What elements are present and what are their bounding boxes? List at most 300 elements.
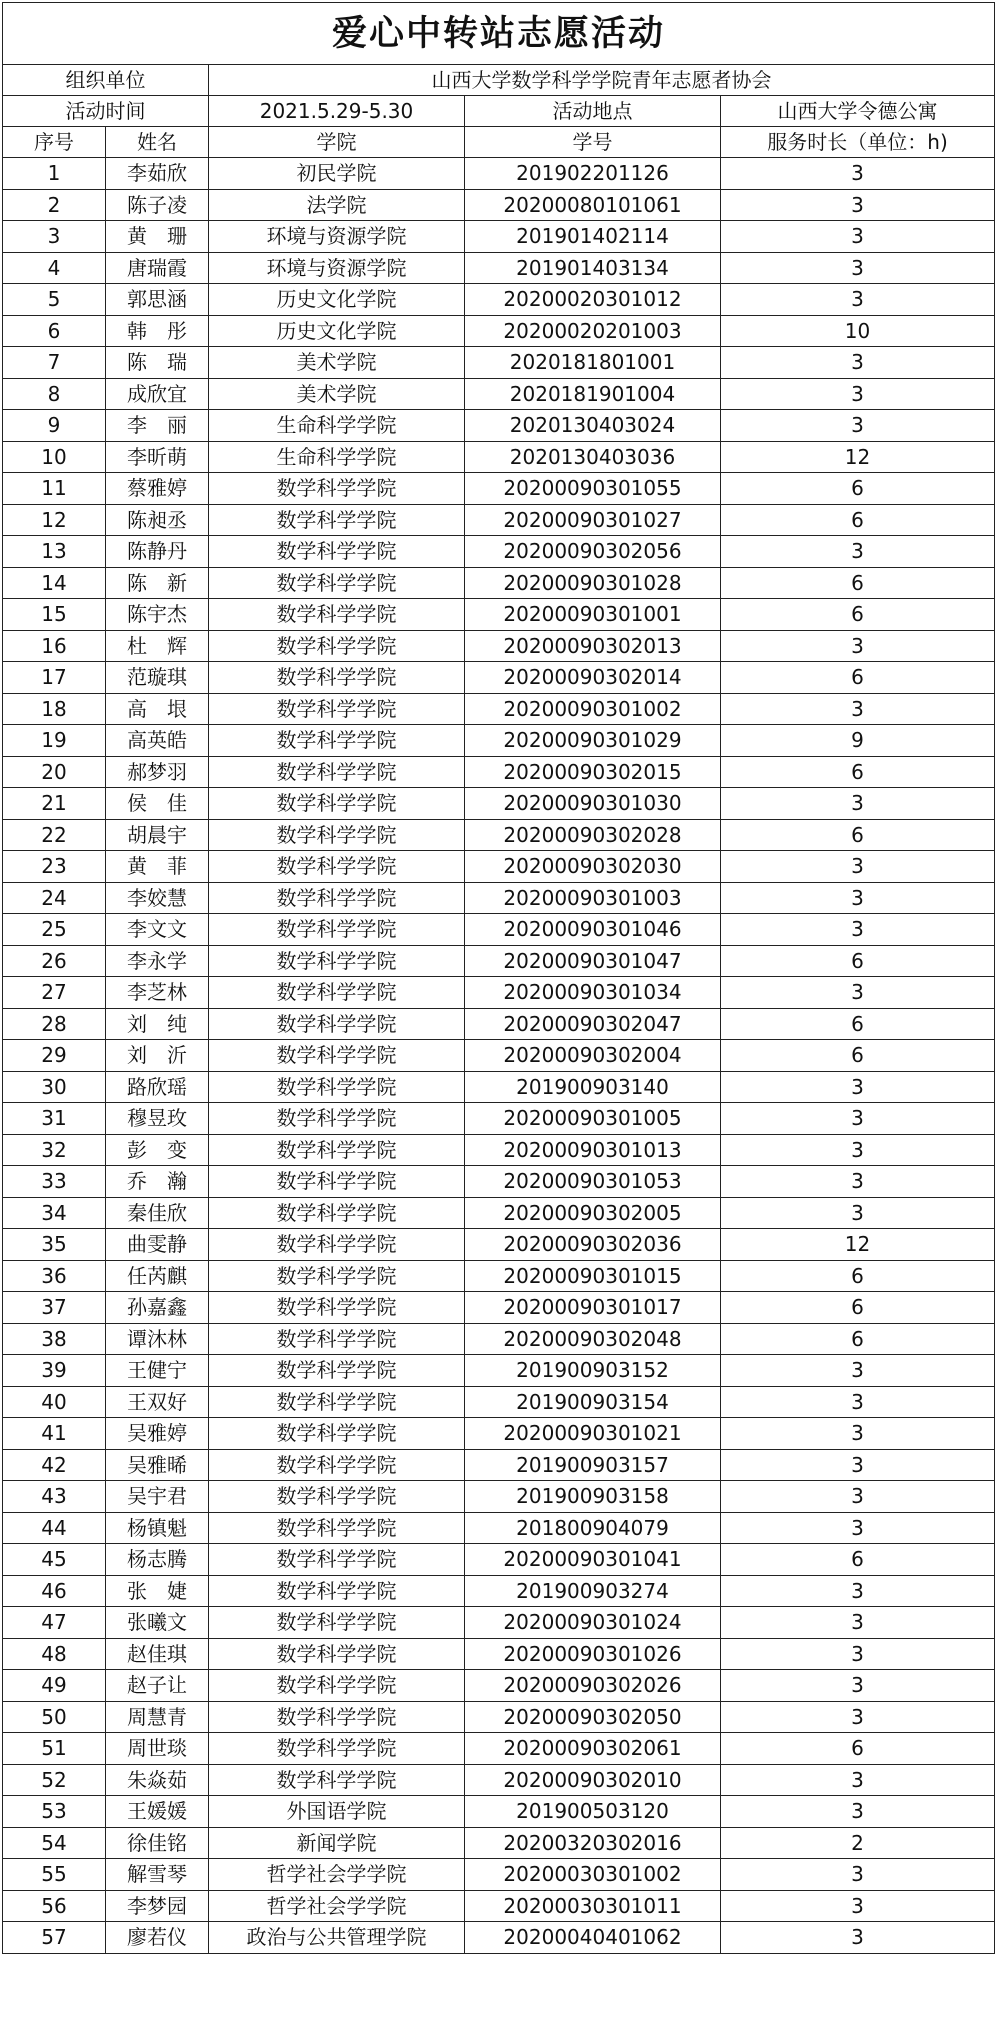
cell-no: 16	[3, 630, 106, 662]
table-row	[3, 1638, 995, 1670]
table-row	[3, 1197, 995, 1229]
cell-name: 李姣慧	[106, 882, 209, 914]
cell-hours: 6	[721, 945, 995, 977]
cell-no: 50	[3, 1701, 106, 1733]
cell-college: 数学科学学院	[209, 1512, 465, 1544]
table-row	[3, 756, 995, 788]
cell-college: 历史文化学院	[209, 315, 465, 347]
table-row	[3, 1733, 995, 1765]
cell-name: 李 丽	[106, 410, 209, 442]
cell-student-id: 201901402114	[465, 221, 721, 253]
table-row	[3, 1764, 995, 1796]
table-row	[3, 1418, 995, 1450]
cell-name: 陈昶丞	[106, 504, 209, 536]
cell-name: 朱焱茹	[106, 1764, 209, 1796]
cell-college: 数学科学学院	[209, 819, 465, 851]
time-place-row	[3, 96, 995, 127]
page-title: 爱心中转站志愿活动	[3, 3, 995, 65]
cell-name: 胡晨宇	[106, 819, 209, 851]
table-row	[3, 1481, 995, 1513]
cell-college: 政治与公共管理学院	[209, 1922, 465, 1954]
cell-college: 数学科学学院	[209, 914, 465, 946]
cell-college: 数学科学学院	[209, 1670, 465, 1702]
cell-college: 数学科学学院	[209, 882, 465, 914]
cell-student-id: 201900903152	[465, 1355, 721, 1387]
cell-college: 初民学院	[209, 158, 465, 190]
cell-hours: 3	[721, 693, 995, 725]
cell-hours: 3	[721, 189, 995, 221]
cell-hours: 3	[721, 347, 995, 379]
cell-no: 55	[3, 1859, 106, 1891]
table-row	[3, 1260, 995, 1292]
table-row	[3, 599, 995, 631]
cell-hours: 12	[721, 441, 995, 473]
cell-no: 56	[3, 1890, 106, 1922]
table-row	[3, 1890, 995, 1922]
table-row	[3, 441, 995, 473]
cell-no: 24	[3, 882, 106, 914]
cell-student-id: 20200090301026	[465, 1638, 721, 1670]
cell-no: 54	[3, 1827, 106, 1859]
time-label: 活动时间	[3, 96, 209, 127]
cell-student-id: 201900903154	[465, 1386, 721, 1418]
cell-hours: 12	[721, 1229, 995, 1261]
cell-college: 数学科学学院	[209, 1071, 465, 1103]
cell-student-id: 20200020201003	[465, 315, 721, 347]
cell-name: 郝梦羽	[106, 756, 209, 788]
place-value: 山西大学令德公寓	[721, 96, 995, 127]
cell-student-id: 20200090302048	[465, 1323, 721, 1355]
cell-name: 黄 菲	[106, 851, 209, 883]
cell-student-id: 20200090301053	[465, 1166, 721, 1198]
cell-no: 21	[3, 788, 106, 820]
table-row	[3, 504, 995, 536]
cell-college: 哲学社会学学院	[209, 1859, 465, 1891]
table-row	[3, 1827, 995, 1859]
cell-student-id: 20200090301017	[465, 1292, 721, 1324]
cell-hours: 3	[721, 1701, 995, 1733]
cell-student-id: 201900503120	[465, 1796, 721, 1828]
table-row	[3, 1512, 995, 1544]
cell-name: 李梦园	[106, 1890, 209, 1922]
cell-name: 吴雅晞	[106, 1449, 209, 1481]
cell-no: 52	[3, 1764, 106, 1796]
cell-hours: 3	[721, 1670, 995, 1702]
cell-name: 高 垠	[106, 693, 209, 725]
table-row	[3, 158, 995, 190]
table-row	[3, 1859, 995, 1891]
volunteer-table	[2, 2, 995, 1954]
cell-name: 刘 纯	[106, 1008, 209, 1040]
time-value: 2021.5.29-5.30	[209, 96, 465, 127]
cell-college: 数学科学学院	[209, 567, 465, 599]
cell-no: 10	[3, 441, 106, 473]
cell-student-id: 20200090301024	[465, 1607, 721, 1639]
cell-college: 数学科学学院	[209, 756, 465, 788]
table-row	[3, 1292, 995, 1324]
cell-student-id: 20200030301002	[465, 1859, 721, 1891]
table-row	[3, 1134, 995, 1166]
cell-hours: 6	[721, 567, 995, 599]
cell-no: 43	[3, 1481, 106, 1513]
cell-name: 徐佳铭	[106, 1827, 209, 1859]
cell-name: 杜 辉	[106, 630, 209, 662]
cell-college: 数学科学学院	[209, 1103, 465, 1135]
cell-no: 35	[3, 1229, 106, 1261]
cell-no: 39	[3, 1355, 106, 1387]
cell-no: 4	[3, 252, 106, 284]
cell-college: 数学科学学院	[209, 1197, 465, 1229]
table-row	[3, 1449, 995, 1481]
cell-hours: 6	[721, 599, 995, 631]
table-row	[3, 977, 995, 1009]
cell-name: 成欣宜	[106, 378, 209, 410]
cell-hours: 3	[721, 1607, 995, 1639]
cell-name: 乔 瀚	[106, 1166, 209, 1198]
cell-hours: 9	[721, 725, 995, 757]
cell-student-id: 20200090302014	[465, 662, 721, 694]
table-row	[3, 1607, 995, 1639]
cell-student-id: 20200090301029	[465, 725, 721, 757]
cell-student-id: 20200090302028	[465, 819, 721, 851]
cell-hours: 6	[721, 819, 995, 851]
cell-name: 周慧青	[106, 1701, 209, 1733]
table-row	[3, 1670, 995, 1702]
cell-hours: 6	[721, 1323, 995, 1355]
table-row	[3, 536, 995, 568]
cell-college: 数学科学学院	[209, 1134, 465, 1166]
cell-no: 9	[3, 410, 106, 442]
table-row	[3, 1386, 995, 1418]
cell-name: 王健宁	[106, 1355, 209, 1387]
cell-no: 48	[3, 1638, 106, 1670]
place-label: 活动地点	[465, 96, 721, 127]
cell-hours: 3	[721, 1890, 995, 1922]
cell-student-id: 20200090301021	[465, 1418, 721, 1450]
table-row	[3, 410, 995, 442]
cell-name: 蔡雅婷	[106, 473, 209, 505]
cell-no: 8	[3, 378, 106, 410]
cell-hours: 3	[721, 1071, 995, 1103]
cell-name: 侯 佳	[106, 788, 209, 820]
cell-college: 数学科学学院	[209, 599, 465, 631]
cell-student-id: 20200090302026	[465, 1670, 721, 1702]
column-header-row	[3, 127, 995, 158]
col-header-name: 姓名	[106, 127, 209, 158]
table-row	[3, 347, 995, 379]
cell-no: 40	[3, 1386, 106, 1418]
cell-name: 陈静丹	[106, 536, 209, 568]
cell-no: 30	[3, 1071, 106, 1103]
cell-college: 美术学院	[209, 347, 465, 379]
cell-hours: 3	[721, 284, 995, 316]
cell-student-id: 201900903140	[465, 1071, 721, 1103]
cell-student-id: 20200090301002	[465, 693, 721, 725]
table-row	[3, 662, 995, 694]
cell-college: 数学科学学院	[209, 977, 465, 1009]
cell-hours: 6	[721, 1008, 995, 1040]
cell-student-id: 20200020301012	[465, 284, 721, 316]
cell-student-id: 2020181901004	[465, 378, 721, 410]
table-row	[3, 1166, 995, 1198]
cell-student-id: 20200090301041	[465, 1544, 721, 1576]
cell-college: 新闻学院	[209, 1827, 465, 1859]
table-row	[3, 1008, 995, 1040]
cell-hours: 3	[721, 1134, 995, 1166]
cell-hours: 3	[721, 851, 995, 883]
table-row	[3, 1575, 995, 1607]
cell-no: 33	[3, 1166, 106, 1198]
cell-no: 32	[3, 1134, 106, 1166]
cell-student-id: 20200090302061	[465, 1733, 721, 1765]
cell-hours: 2	[721, 1827, 995, 1859]
cell-name: 陈子凌	[106, 189, 209, 221]
cell-student-id: 20200090301015	[465, 1260, 721, 1292]
cell-no: 6	[3, 315, 106, 347]
cell-hours: 6	[721, 473, 995, 505]
cell-no: 27	[3, 977, 106, 1009]
table-row	[3, 189, 995, 221]
cell-college: 数学科学学院	[209, 536, 465, 568]
cell-no: 49	[3, 1670, 106, 1702]
cell-hours: 3	[721, 1512, 995, 1544]
cell-hours: 3	[721, 788, 995, 820]
col-header-no: 序号	[3, 127, 106, 158]
cell-name: 王双好	[106, 1386, 209, 1418]
cell-name: 唐瑞霞	[106, 252, 209, 284]
cell-no: 34	[3, 1197, 106, 1229]
cell-student-id: 20200090302056	[465, 536, 721, 568]
cell-college: 法学院	[209, 189, 465, 221]
cell-hours: 3	[721, 1922, 995, 1954]
cell-no: 42	[3, 1449, 106, 1481]
cell-hours: 3	[721, 1103, 995, 1135]
cell-hours: 3	[721, 410, 995, 442]
cell-no: 31	[3, 1103, 106, 1135]
cell-name: 谭沐林	[106, 1323, 209, 1355]
cell-no: 47	[3, 1607, 106, 1639]
cell-student-id: 20200090301001	[465, 599, 721, 631]
cell-no: 28	[3, 1008, 106, 1040]
cell-no: 22	[3, 819, 106, 851]
title-row	[3, 3, 995, 65]
cell-no: 53	[3, 1796, 106, 1828]
cell-student-id: 201900903157	[465, 1449, 721, 1481]
table-row	[3, 851, 995, 883]
cell-name: 廖若仪	[106, 1922, 209, 1954]
table-row	[3, 567, 995, 599]
cell-no: 1	[3, 158, 106, 190]
cell-hours: 3	[721, 1764, 995, 1796]
cell-college: 数学科学学院	[209, 725, 465, 757]
cell-name: 任芮麒	[106, 1260, 209, 1292]
cell-no: 3	[3, 221, 106, 253]
cell-college: 数学科学学院	[209, 1166, 465, 1198]
cell-no: 38	[3, 1323, 106, 1355]
cell-college: 美术学院	[209, 378, 465, 410]
cell-student-id: 20200090301028	[465, 567, 721, 599]
cell-hours: 10	[721, 315, 995, 347]
cell-name: 路欣瑶	[106, 1071, 209, 1103]
table-row	[3, 1040, 995, 1072]
cell-student-id: 20200090301003	[465, 882, 721, 914]
cell-college: 数学科学学院	[209, 662, 465, 694]
cell-hours: 3	[721, 1575, 995, 1607]
table-row	[3, 693, 995, 725]
cell-college: 数学科学学院	[209, 1323, 465, 1355]
cell-hours: 3	[721, 1481, 995, 1513]
cell-college: 数学科学学院	[209, 1355, 465, 1387]
cell-hours: 3	[721, 1638, 995, 1670]
cell-hours: 3	[721, 1796, 995, 1828]
cell-college: 数学科学学院	[209, 1481, 465, 1513]
cell-hours: 6	[721, 1733, 995, 1765]
cell-student-id: 20200080101061	[465, 189, 721, 221]
cell-college: 数学科学学院	[209, 504, 465, 536]
cell-student-id: 201900903274	[465, 1575, 721, 1607]
cell-no: 37	[3, 1292, 106, 1324]
cell-no: 36	[3, 1260, 106, 1292]
table-row	[3, 945, 995, 977]
cell-college: 数学科学学院	[209, 1040, 465, 1072]
cell-student-id: 2020130403024	[465, 410, 721, 442]
cell-name: 陈 瑞	[106, 347, 209, 379]
cell-no: 12	[3, 504, 106, 536]
cell-college: 数学科学学院	[209, 1638, 465, 1670]
cell-name: 张 婕	[106, 1575, 209, 1607]
cell-name: 赵佳琪	[106, 1638, 209, 1670]
cell-college: 数学科学学院	[209, 473, 465, 505]
cell-hours: 3	[721, 882, 995, 914]
cell-hours: 3	[721, 1355, 995, 1387]
cell-no: 46	[3, 1575, 106, 1607]
cell-college: 数学科学学院	[209, 945, 465, 977]
cell-hours: 3	[721, 1386, 995, 1418]
cell-hours: 6	[721, 1544, 995, 1576]
table-row	[3, 1103, 995, 1135]
cell-student-id: 201900903158	[465, 1481, 721, 1513]
cell-no: 26	[3, 945, 106, 977]
cell-college: 生命科学学院	[209, 441, 465, 473]
cell-student-id: 20200090302050	[465, 1701, 721, 1733]
cell-college: 数学科学学院	[209, 1292, 465, 1324]
cell-hours: 3	[721, 252, 995, 284]
cell-student-id: 20200090301047	[465, 945, 721, 977]
cell-name: 陈 新	[106, 567, 209, 599]
cell-name: 韩 彤	[106, 315, 209, 347]
cell-no: 15	[3, 599, 106, 631]
cell-name: 李文文	[106, 914, 209, 946]
cell-student-id: 20200320302016	[465, 1827, 721, 1859]
cell-student-id: 20200030301011	[465, 1890, 721, 1922]
cell-name: 解雪琴	[106, 1859, 209, 1891]
cell-name: 李芝林	[106, 977, 209, 1009]
table-row	[3, 1355, 995, 1387]
table-row	[3, 1071, 995, 1103]
cell-name: 曲雯静	[106, 1229, 209, 1261]
table-row	[3, 914, 995, 946]
cell-name: 范璇琪	[106, 662, 209, 694]
cell-hours: 6	[721, 504, 995, 536]
cell-college: 数学科学学院	[209, 1229, 465, 1261]
cell-hours: 3	[721, 914, 995, 946]
cell-hours: 6	[721, 662, 995, 694]
cell-hours: 3	[721, 1166, 995, 1198]
org-row	[3, 65, 995, 96]
cell-name: 孙嘉鑫	[106, 1292, 209, 1324]
cell-no: 7	[3, 347, 106, 379]
cell-student-id: 20200090302004	[465, 1040, 721, 1072]
cell-name: 李永学	[106, 945, 209, 977]
cell-name: 秦佳欣	[106, 1197, 209, 1229]
table-row	[3, 1544, 995, 1576]
cell-name: 杨志腾	[106, 1544, 209, 1576]
cell-name: 张曦文	[106, 1607, 209, 1639]
col-header-hours: 服务时长（单位：h)	[721, 127, 995, 158]
cell-no: 45	[3, 1544, 106, 1576]
table-row	[3, 378, 995, 410]
table-row	[3, 725, 995, 757]
cell-no: 51	[3, 1733, 106, 1765]
table-row	[3, 1229, 995, 1261]
cell-student-id: 20200090301027	[465, 504, 721, 536]
cell-name: 赵子让	[106, 1670, 209, 1702]
table-row	[3, 221, 995, 253]
cell-student-id: 20200090302036	[465, 1229, 721, 1261]
table-row	[3, 882, 995, 914]
cell-no: 18	[3, 693, 106, 725]
cell-name: 郭思涵	[106, 284, 209, 316]
cell-college: 环境与资源学院	[209, 221, 465, 253]
cell-student-id: 20200090301055	[465, 473, 721, 505]
table-row	[3, 284, 995, 316]
table-row	[3, 1323, 995, 1355]
org-label: 组织单位	[3, 65, 209, 96]
cell-no: 19	[3, 725, 106, 757]
cell-no: 23	[3, 851, 106, 883]
cell-name: 杨镇魁	[106, 1512, 209, 1544]
cell-name: 王媛媛	[106, 1796, 209, 1828]
cell-college: 历史文化学院	[209, 284, 465, 316]
cell-student-id: 20200090301030	[465, 788, 721, 820]
cell-no: 14	[3, 567, 106, 599]
table-row	[3, 788, 995, 820]
cell-hours: 3	[721, 1859, 995, 1891]
table-row	[3, 1796, 995, 1828]
cell-student-id: 201800904079	[465, 1512, 721, 1544]
cell-hours: 3	[721, 1197, 995, 1229]
col-header-college: 学院	[209, 127, 465, 158]
table-row	[3, 1922, 995, 1954]
cell-no: 25	[3, 914, 106, 946]
cell-college: 数学科学学院	[209, 1008, 465, 1040]
cell-no: 29	[3, 1040, 106, 1072]
cell-no: 2	[3, 189, 106, 221]
cell-no: 17	[3, 662, 106, 694]
cell-student-id: 20200090302013	[465, 630, 721, 662]
cell-hours: 3	[721, 221, 995, 253]
cell-student-id: 20200090302005	[465, 1197, 721, 1229]
cell-name: 黄 珊	[106, 221, 209, 253]
cell-college: 数学科学学院	[209, 1544, 465, 1576]
cell-student-id: 20200090302015	[465, 756, 721, 788]
table-row	[3, 252, 995, 284]
cell-name: 吴雅婷	[106, 1418, 209, 1450]
cell-name: 高英皓	[106, 725, 209, 757]
cell-college: 数学科学学院	[209, 1418, 465, 1450]
table-row	[3, 819, 995, 851]
cell-student-id: 20200090302030	[465, 851, 721, 883]
